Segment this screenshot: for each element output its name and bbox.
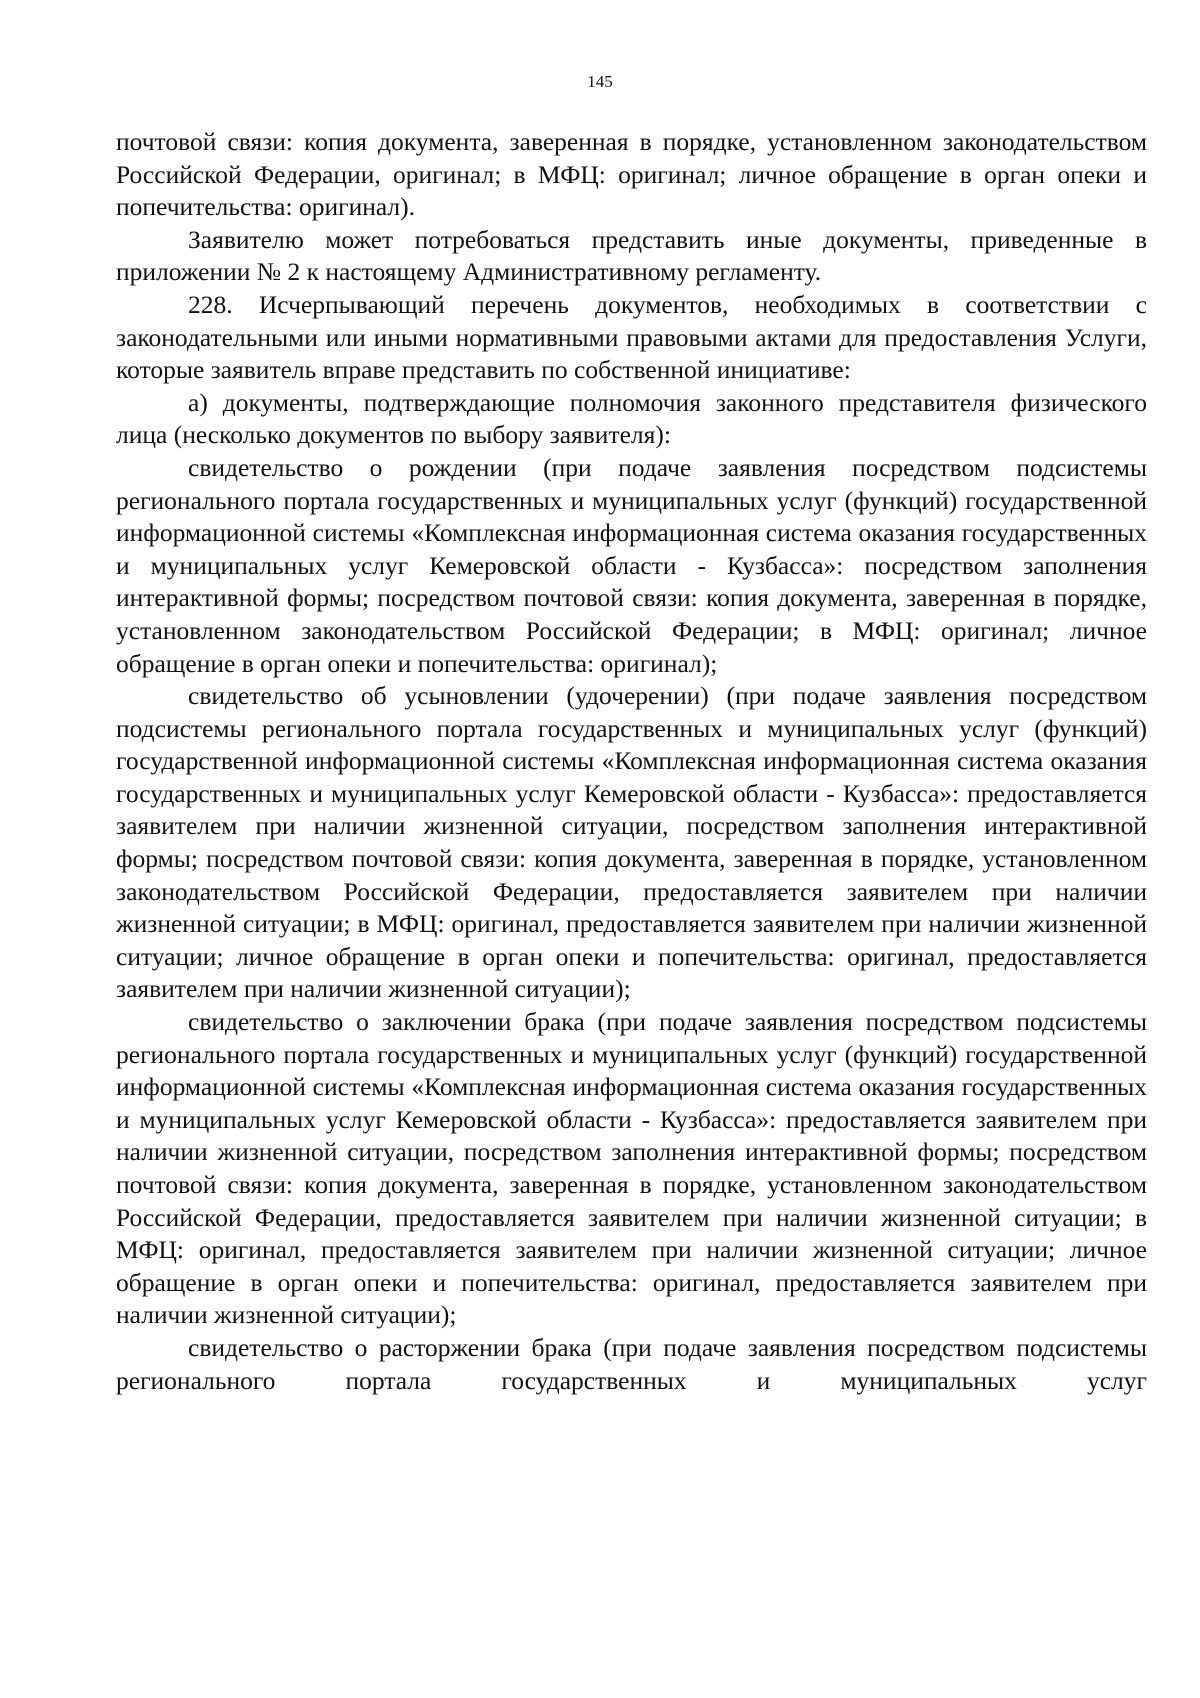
paragraph-adoption-certificate: свидетельство об усыновлении (удочерении) (при подаче заявления посредством подсистемы регионального портала государственных и муниципальных услуг (функций) государственной информационной системы «Комплексная информационная система оказания государственных и муниципальных услуг Кемеровской области - Кузбасса»: предоставляется заявителем при наличии жизненной ситуации, посредством заполнения интерактивной формы; посредством почтовой связи: копия документа, заверенная в порядке, установленном законодательством Российской Федерации, предоставляется заявителем при наличии жизненной ситуации; в МФЦ: оригинал, предоставляется заявителем при наличии жизненной ситуации; личное обращение в орган опеки и попечительства: оригинал, предоставляется заявителем при наличии жизненной ситуации); <box>116 681 1147 1004</box>
paragraph-marriage-certificate: свидетельство о заключении брака (при подаче заявления посредством подсистемы регионального портала государственных и муниципальных услуг (функций) государственной информационной системы «Комплексная информационная система оказания государственных и муниципальных услуг Кемеровской области - Кузбасса»: предоставляется заявителем при наличии жизненной ситуации, посредством заполнения интерактивной формы; посредством почтовой связи: копия документа, заверенная в порядке, установленном законодательством Российской Федерации, предоставляется заявителем при наличии жизненной ситуации; в МФЦ: оригинал, предоставляется заявителем при наличии жизненной ситуации; личное обращение в орган опеки и попечительства: оригинал, предоставляется заявителем при наличии жизненной ситуации); <box>116 1007 1147 1330</box>
paragraph-228: 228. Исчерпывающий перечень документов, необходимых в соответствии с законодательными или иными нормативными правовыми актами для предоставления Услуги, которые заявитель вправе представить по собственной инициативе: <box>116 289 1147 385</box>
page-number: 145 <box>587 72 613 91</box>
document-body <box>116 126 1147 1397</box>
paragraph-item-a: а) документы, подтверждающие полномочия законного представителя физического лица (несколько документов по выбору заявителя): <box>116 387 1147 450</box>
paragraph-divorce-certificate: свидетельство о расторжении брака (при подаче заявления посредством подсистемы регионального портала государственных и муниципальных услуг <box>116 1332 1147 1395</box>
paragraph-other-documents: Заявителю может потребоваться представить иные документы, приведенные в приложении № 2 к настоящему Административному регламенту. <box>116 224 1147 287</box>
paragraph-continuation: почтовой связи: копия документа, заверенная в порядке, установленном законодательством Российской Федерации, оригинал; в МФЦ: оригинал; личное обращение в орган опеки и попечительства: оригинал). <box>116 127 1147 222</box>
paragraph-birth-certificate: свидетельство о рождении (при подаче заявления посредством подсистемы регионального портала государственных и муниципальных услуг (функций) государственной информационной системы «Комплексная информационная система оказания государственных и муниципальных услуг Кемеровской области - Кузбасса»: посредством заполнения интерактивной формы; посредством почтовой связи: копия документа, заверенная в порядке, установленном законодательством Российской Федерации; в МФЦ: оригинал; личное обращение в орган опеки и попечительства: оригинал); <box>116 452 1147 678</box>
